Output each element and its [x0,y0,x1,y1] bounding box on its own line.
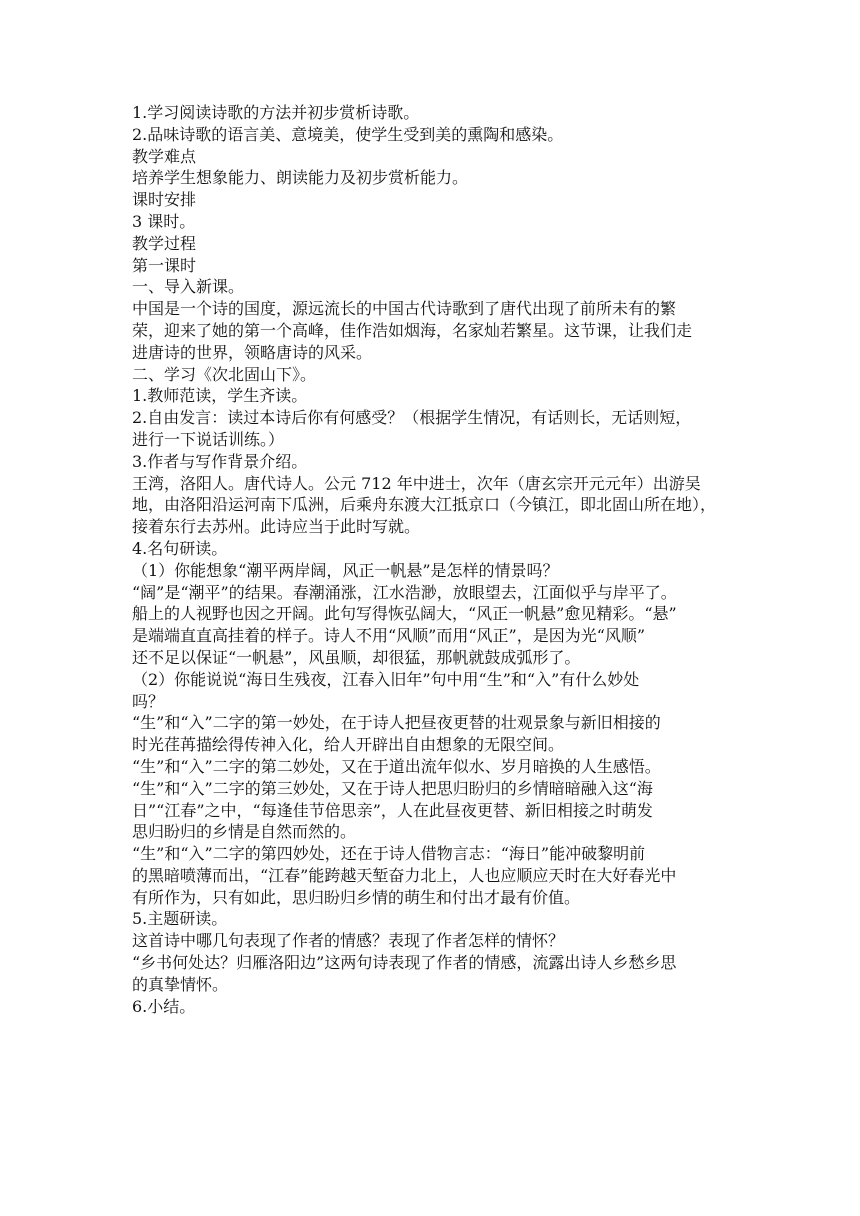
text-line: 接着东行去苏州。此诗应当于此时写就。 [132,517,421,537]
text-line: “乡书何处达？归雁洛阳边”这两句诗表现了作者的情感，流露出诗人乡愁乡思 [132,953,677,973]
text-line: “生”和“入”二字的第二妙处，又在于道出流年似水、岁月暗换的人生感悟。 [132,756,661,776]
text-line: 2.自由发言：读过本诗后你有何感受？（根据学生情况，有话则长，无话则短， [132,408,692,428]
text-line: 吗？ [132,691,165,711]
text-line: 还不足以保证“一帆悬”，风虽顺，却很猛，那帆就鼓成弧形了。 [132,647,581,667]
text-line: 教学过程 [132,233,197,253]
text-line: 地，由洛阳沿运河南下瓜洲，后乘舟东渡大江抵京口（今镇江，即北固山所在地）， [132,495,717,515]
text-line: 3.作者与写作背景介绍。 [132,451,308,471]
text-line: 的真挚情怀。 [132,974,229,994]
text-line: 2.品味诗歌的语言美、意境美，使学生受到美的熏陶和感染。 [132,124,564,144]
text-line: 进唐诗的世界，领略唐诗的风采。 [132,342,373,362]
text-line: 的黑暗喷薄而出，“江春”能跨越天堑奋力北上，人也应顺应天时在大好春光中 [132,865,677,885]
text-line: 1.学习阅读诗歌的方法并初步赏析诗歌。 [132,103,420,122]
text-line: 王湾，洛阳人。唐代诗人。公元 712 年中进士，次年（唐玄宗开元元年）出游吴 [132,473,701,493]
text-line: 船上的人视野也因之开阔。此句写得恢弘阔大，“风正一帆悬”愈见精彩。“悬” [132,604,677,624]
text-line: 二、学习《次北固山下》。 [132,364,317,384]
text-line: （2）你能说说“海日生残夜，江春入旧年”句中用“生”和“入”有什么妙处 [132,669,640,689]
text-line: 时光荏苒描绘得传神入化，给人开辟出自由想象的无限空间。 [132,735,565,755]
text-line: 进行一下说话训练。） [132,429,285,449]
text-line: 培养学生想象能力、朗读能力及初步赏析能力。 [132,168,469,188]
text-line: 6.小结。 [132,996,196,1016]
text-line: 1.教师范读，学生齐读。 [132,386,308,406]
text-line: 4.名句研读。 [132,538,228,558]
document-body [132,102,732,1017]
text-line: 教学难点 [132,146,197,166]
text-line: 3 课时。 [132,211,196,231]
text-line: 一、导入新课。 [132,277,245,297]
text-line: 第一课时 [132,255,197,275]
text-line: 日”“江春”之中，“每逢佳节倍思亲”，人在此昼夜更替、新旧相接之时萌发 [132,800,653,820]
text-line: 思归盼归的乡情是自然而然的。 [132,822,357,842]
text-line: 有所作为，只有如此，思归盼归乡情的萌生和付出才最有价值。 [132,887,581,907]
text-line: 5.主题研读。 [132,909,228,929]
text-line: “生”和“入”二字的第一妙处，在于诗人把昼夜更替的壮观景象与新旧相接的 [132,713,661,733]
text-line: 课时安排 [132,190,197,210]
text-line: “阔”是“潮平”的结果。春潮涌涨，江水浩渺，放眼望去，江面似乎与岸平了。 [132,582,677,602]
text-line: 荣，迎来了她的第一个高峰，佳作浩如烟海，名家灿若繁星。这节课，让我们走 [132,320,693,340]
text-line: 这首诗中哪几句表现了作者的情感？表现了作者怎样的情怀？ [132,931,565,951]
text-line: 中国是一个诗的国度，源远流长的中国古代诗歌到了唐代出现了前所未有的繁 [132,299,677,319]
text-line: “生”和“入”二字的第四妙处，还在于诗人借物言志：“海日”能冲破黎明前 [132,844,646,864]
text-line: “生”和“入”二字的第三妙处，又在于诗人把思归盼归的乡情暗暗融入这“海 [132,778,653,798]
text-line: （1）你能想象“潮平两岸阔，风正一帆悬”是怎样的情景吗？ [132,560,559,580]
text-line: 是端端直直高挂着的样子。诗人不用“风顺”而用“风正”，是因为光“风顺” [132,626,646,646]
